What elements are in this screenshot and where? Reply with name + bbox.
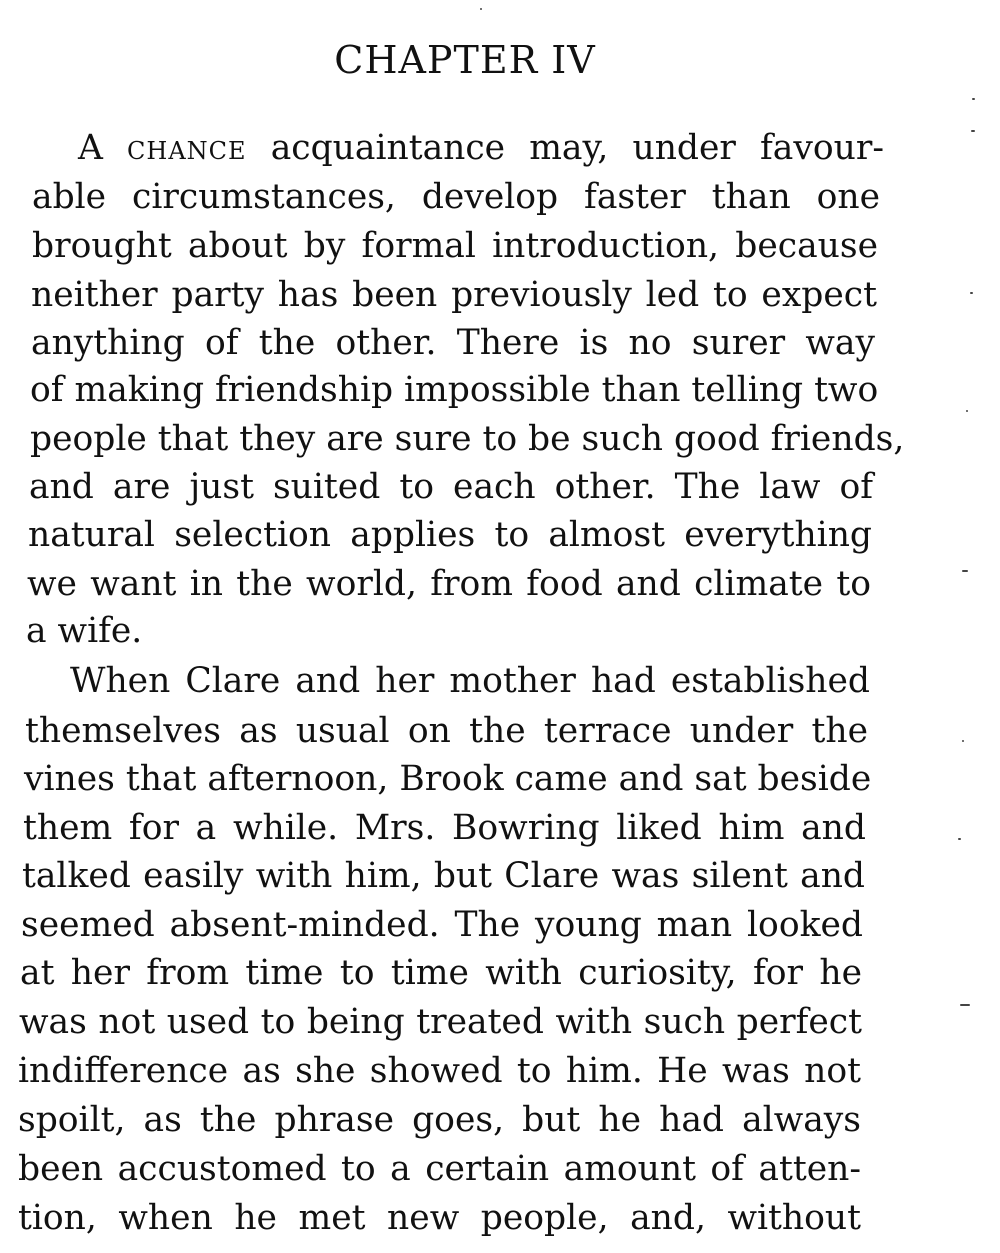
scan-speck bbox=[962, 740, 964, 742]
text-line: spoilt, as the phrase goes, but he had always bbox=[18, 1100, 861, 1140]
text-line: When Clare and her mother had established bbox=[70, 661, 870, 701]
text-line: indifference as she showed to him. He was not bbox=[18, 1051, 861, 1091]
text-line: people that they are sure to be such good friends, bbox=[30, 419, 905, 459]
text-line: natural selection applies to almost everything bbox=[28, 515, 872, 555]
text-line: seemed absent-minded. The young man looked bbox=[21, 905, 863, 945]
scan-speck bbox=[970, 292, 973, 294]
text-line: a wife. bbox=[26, 611, 143, 651]
text-line: been accustomed to a certain amount of atten- bbox=[18, 1149, 861, 1189]
text-line: anything of the other. There is no surer way bbox=[31, 323, 875, 363]
scan-speck bbox=[960, 1004, 970, 1006]
text-line: brought about by formal introduction, because bbox=[32, 226, 878, 266]
scan-speck bbox=[971, 130, 975, 132]
text-line: vines that afternoon, Brook came and sat beside bbox=[24, 759, 872, 799]
scan-speck bbox=[966, 410, 968, 412]
first-line-rest: acquaintance may, under favour- bbox=[270, 128, 885, 168]
scan-speck bbox=[958, 838, 961, 840]
paragraph-1-line-1 bbox=[78, 126, 884, 170]
opening-initial: A bbox=[78, 128, 103, 168]
scan-speck bbox=[962, 570, 968, 572]
text-line: of making friendship impossible than telling two bbox=[30, 370, 879, 410]
scan-speck bbox=[972, 98, 975, 100]
text-line: at her from time to time with curiosity, for he bbox=[20, 953, 862, 993]
text-line: themselves as usual on the terrace under the bbox=[25, 711, 868, 751]
opening-smallcaps: chance bbox=[127, 128, 247, 168]
text-line: them for a while. Mrs. Bowring liked him and bbox=[23, 808, 866, 848]
text-line: was not used to being treated with such perfect bbox=[19, 1002, 862, 1042]
text-line: and are just suited to each other. The law of bbox=[29, 467, 873, 507]
chapter-title: CHAPTER IV bbox=[334, 38, 596, 82]
scan-speck bbox=[480, 8, 482, 10]
text-line: talked easily with him, but Clare was silent and bbox=[22, 856, 865, 896]
text-line: tion, when he met new people, and, without bbox=[18, 1198, 861, 1238]
text-line: we want in the world, from food and climate to bbox=[27, 564, 871, 604]
text-line: neither party has been previously led to expect bbox=[31, 275, 877, 315]
text-line: able circumstances, develop faster than one bbox=[32, 177, 880, 217]
